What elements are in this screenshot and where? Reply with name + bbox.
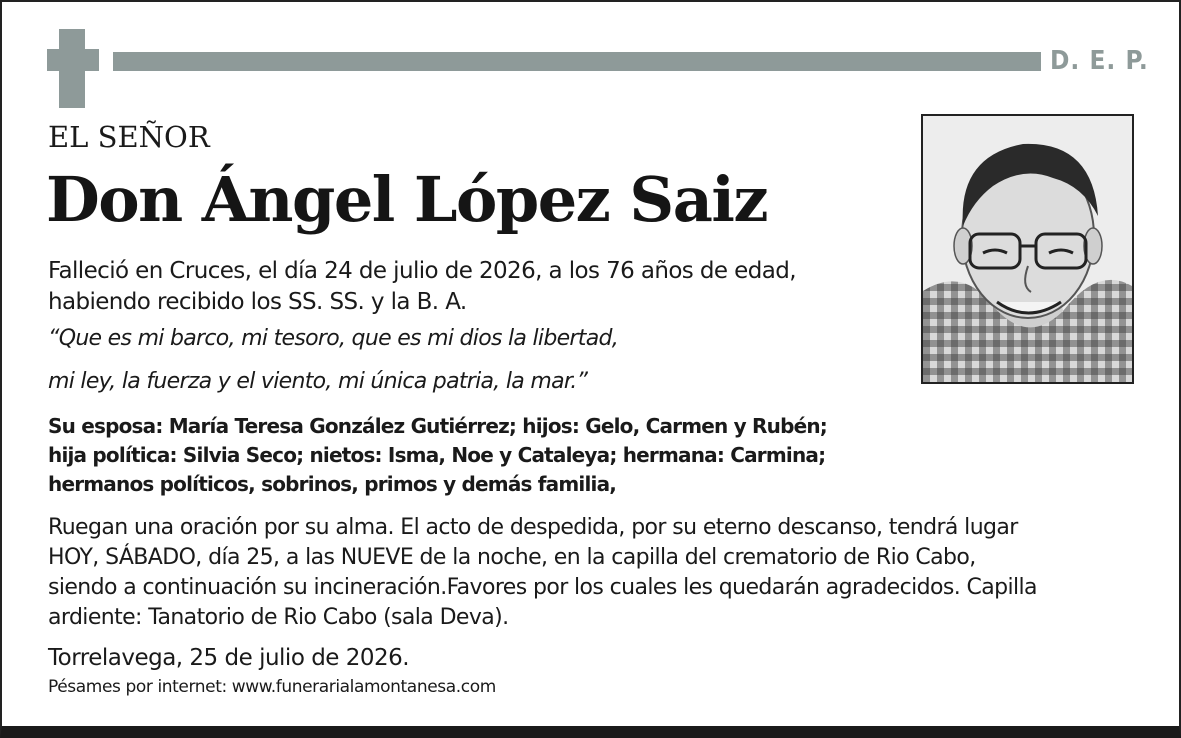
ceremony-details bbox=[48, 513, 1037, 633]
portrait-illustration bbox=[923, 116, 1132, 382]
ceremony-line: siendo a continuación su incineración.Favores por los cuales les quedarán agradecidos. Capilla bbox=[48, 575, 1037, 600]
death-notice bbox=[48, 256, 796, 318]
family-line: hermanos políticos, sobrinos, primos y demás familia, bbox=[48, 472, 617, 496]
condolences-website: Pésames por internet: www.funerarialamontanesa.com bbox=[48, 677, 496, 697]
death-notice-line: Falleció en Cruces, el día 24 de julio de 2026, a los 76 años de edad, bbox=[48, 258, 796, 284]
rip-label: D. E. P. bbox=[1050, 46, 1149, 76]
ceremony-line: Ruegan una oración por su alma. El acto de despedida, por su eterno descanso, tendrá lugar bbox=[48, 515, 1018, 540]
family-line: hija política: Silvia Seco; nietos: Isma, Noe y Cataleya; hermana: Carmina; bbox=[48, 443, 826, 467]
portrait-photo bbox=[921, 114, 1134, 384]
cross-icon-arm bbox=[47, 49, 99, 71]
quote-line: mi ley, la fuerza y el viento, mi única patria, la mar.” bbox=[48, 369, 588, 394]
header-rule bbox=[113, 52, 1041, 71]
ceremony-line: ardiente: Tanatorio de Rio Cabo (sala Deva). bbox=[48, 605, 509, 630]
deceased-name: Don Ángel López Saiz bbox=[46, 163, 768, 236]
family-list bbox=[48, 412, 827, 499]
ceremony-line: HOY, SÁBADO, día 25, a las NUEVE de la noche, en la capilla del crematorio de Rio Cabo, bbox=[48, 545, 976, 570]
family-line: Su esposa: María Teresa González Gutiérrez; hijos: Gelo, Carmen y Rubén; bbox=[48, 414, 827, 438]
place-date: Torrelavega, 25 de julio de 2026. bbox=[48, 645, 410, 671]
honorific: EL SEÑOR bbox=[48, 120, 210, 154]
death-notice-line: habiendo recibido los SS. SS. y la B. A. bbox=[48, 289, 467, 315]
quote-line: “Que es mi barco, mi tesoro, que es mi dios la libertad, bbox=[48, 326, 619, 351]
